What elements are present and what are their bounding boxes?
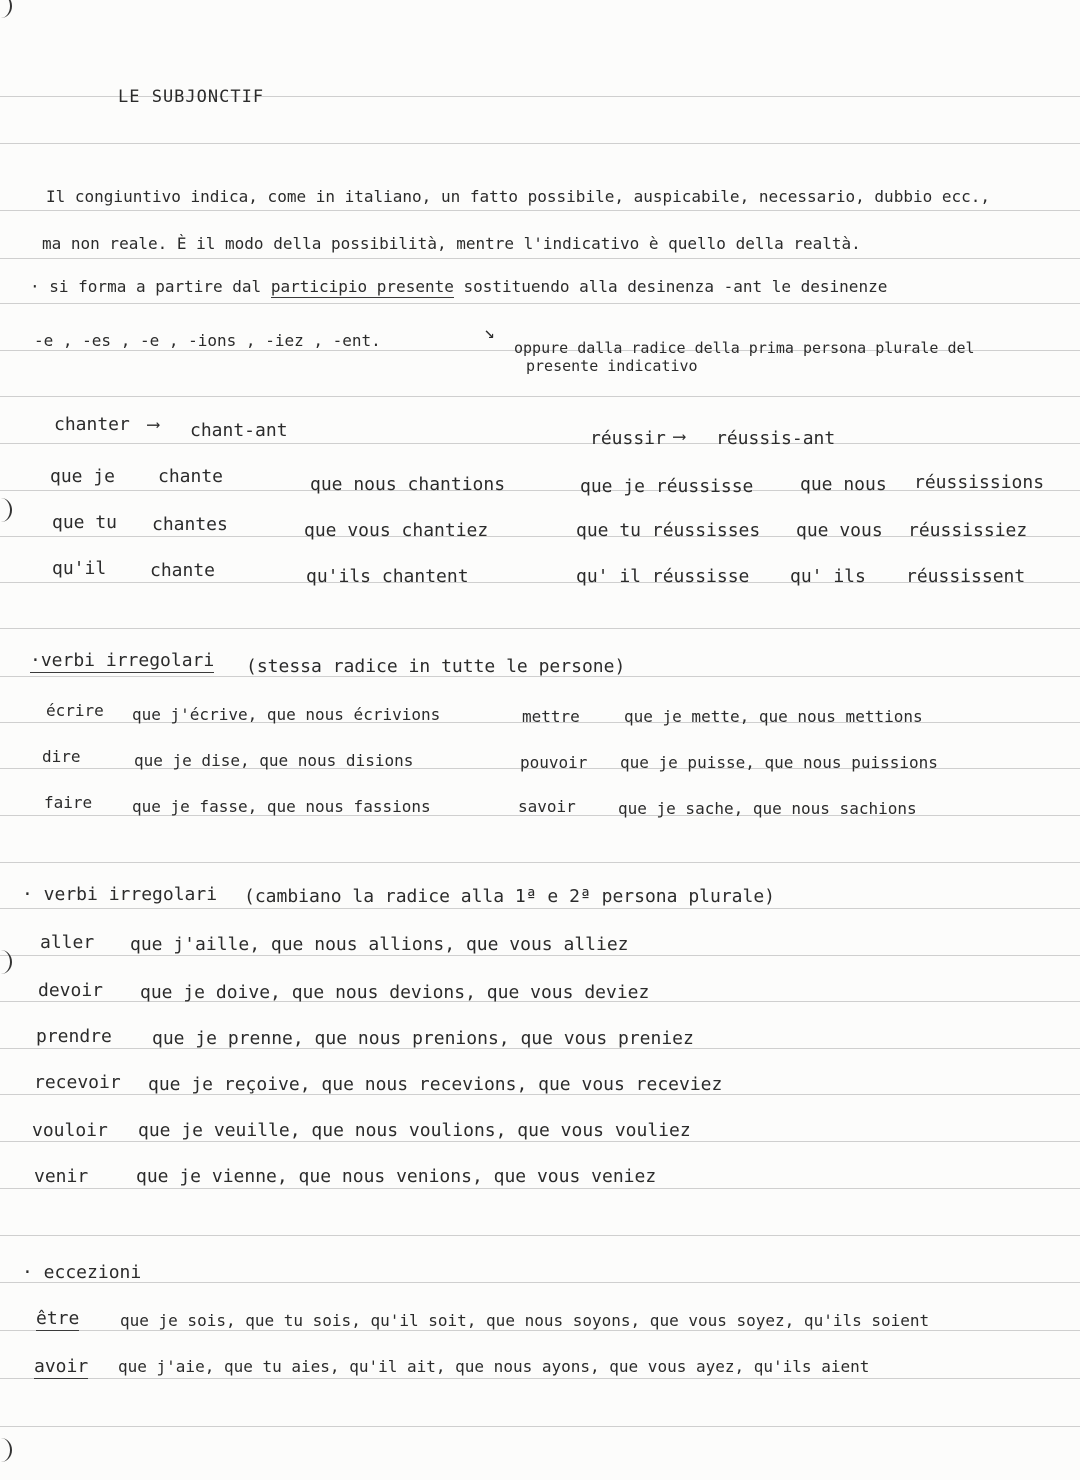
ruled-line — [0, 1282, 1080, 1283]
alternative-note: presente indicativo — [526, 357, 698, 375]
verb-form: chantes — [152, 514, 228, 535]
verb-form: réussissions — [914, 472, 1045, 493]
arrow-right-icon: ⟶ — [148, 414, 159, 435]
ruled-line — [0, 908, 1080, 909]
pronoun: que vous — [796, 520, 883, 541]
binder-hole — [0, 1438, 12, 1462]
verb-forms: que je fasse, que nous fassions — [132, 797, 431, 816]
verb-forms: que je sois, que tu sois, qu'il soit, que nous soyons, que vous soyez, qu'ils soient — [120, 1311, 930, 1330]
binder-hole — [0, 0, 12, 18]
ruled-line — [0, 1235, 1080, 1236]
verb-form: qu'ils chantent — [306, 566, 469, 587]
verb-infinitive: réussir — [590, 428, 666, 449]
verb-form: réussissiez — [908, 520, 1028, 541]
intro-line: Il congiuntivo indica, come in italiano, un fatto possibile, auspicabile, necessario, dubbio ecc., — [46, 187, 991, 206]
section-note: (stessa radice in tutte le persone) — [246, 656, 626, 677]
section-note: (cambiano la radice alla 1ª e 2ª persona plurale) — [244, 886, 776, 907]
ruled-line — [0, 443, 1080, 444]
ruled-line — [0, 258, 1080, 259]
pronoun: qu'il — [52, 558, 107, 579]
verb-infinitive: mettre — [522, 707, 580, 726]
verb-infinitive: chanter — [54, 414, 130, 435]
verb-infinitive: aller — [40, 932, 95, 953]
ruled-line — [0, 1378, 1080, 1379]
pronoun: que nous — [800, 474, 887, 495]
ruled-line — [0, 143, 1080, 144]
verb-infinitive: vouloir — [32, 1120, 108, 1141]
verb-form: que tu réussisses — [576, 520, 761, 541]
intro-line: ma non reale. È il modo della possibilità, mentre l'indicativo è quello della realtà. — [42, 234, 861, 253]
endings-line: -e , -es , -e , -ions , -iez , -ent. — [34, 331, 381, 350]
ruled-line — [0, 862, 1080, 863]
verb-infinitive: pouvoir — [520, 753, 588, 772]
arrow-right-icon: ⟶ — [674, 426, 685, 447]
verb-participle: chant-ant — [190, 420, 288, 441]
arrow-icon: ↘ — [484, 322, 495, 343]
section-heading: · verbi irregolari — [22, 884, 218, 905]
verb-infinitive: être — [36, 1308, 80, 1329]
pronoun: que tu — [52, 512, 118, 533]
section-heading: ·verbi irregolari — [30, 650, 215, 671]
verb-forms: que je dise, que nous disions — [134, 751, 414, 770]
binder-hole — [0, 498, 12, 522]
page-title: LE SUBJONCTIF — [118, 87, 265, 107]
verb-form: réussissent — [906, 566, 1026, 587]
alternative-note: oppure dalla radice della prima persona plurale del — [514, 339, 975, 357]
participio-presente-highlight: participio presente — [270, 277, 454, 296]
verb-forms: que je puisse, que nous puissions — [620, 753, 938, 772]
verb-infinitive: recevoir — [34, 1072, 121, 1093]
verb-form: chante — [158, 466, 224, 487]
ruled-line — [0, 303, 1080, 304]
verb-infinitive: venir — [34, 1166, 89, 1187]
verb-infinitive: avoir — [34, 1356, 89, 1377]
pronoun: qu' ils — [790, 566, 866, 587]
verb-form: que je réussisse — [580, 476, 754, 497]
verb-form: qu' il réussisse — [576, 566, 750, 587]
formation-line: · si forma a partire dal participio presente sostituendo alla desinenza -ant le desinenze — [30, 277, 888, 296]
verb-infinitive: faire — [44, 793, 93, 812]
verb-form: chante — [150, 560, 216, 581]
ruled-line — [0, 1426, 1080, 1427]
verb-infinitive: savoir — [518, 797, 576, 816]
verb-forms: que je vienne, que nous venions, que vous veniez — [136, 1166, 657, 1187]
verb-forms: que j'aie, que tu aies, qu'il ait, que nous ayons, que vous ayez, qu'ils aient — [118, 1357, 870, 1376]
verb-forms: que je reçoive, que nous recevions, que vous receviez — [148, 1074, 723, 1095]
verb-form: que nous chantions — [310, 474, 506, 495]
verb-forms: que j'aille, que nous allions, que vous alliez — [130, 934, 629, 955]
verb-form: que vous chantiez — [304, 520, 489, 541]
ruled-line — [0, 628, 1080, 629]
verb-infinitive: dire — [42, 747, 81, 766]
binder-hole — [0, 950, 12, 974]
verb-forms: que je mette, que nous mettions — [624, 707, 923, 726]
ruled-line — [0, 1188, 1080, 1189]
verb-infinitive: prendre — [36, 1026, 112, 1047]
verb-forms: que je prenne, que nous prenions, que vous preniez — [152, 1028, 694, 1049]
pronoun: que je — [50, 466, 116, 487]
verb-forms: que je doive, que nous devions, que vous deviez — [140, 982, 650, 1003]
verb-infinitive: devoir — [38, 980, 104, 1001]
verb-infinitive: écrire — [46, 701, 104, 720]
verb-forms: que je sache, que nous sachions — [618, 799, 917, 818]
verb-forms: que je veuille, que nous voulions, que vous vouliez — [138, 1120, 691, 1141]
verb-forms: que j'écrive, que nous écrivions — [132, 705, 441, 724]
ruled-line — [0, 396, 1080, 397]
verb-participle: réussis-ant — [716, 428, 836, 449]
section-heading: · eccezioni — [22, 1262, 142, 1283]
ruled-line — [0, 210, 1080, 211]
